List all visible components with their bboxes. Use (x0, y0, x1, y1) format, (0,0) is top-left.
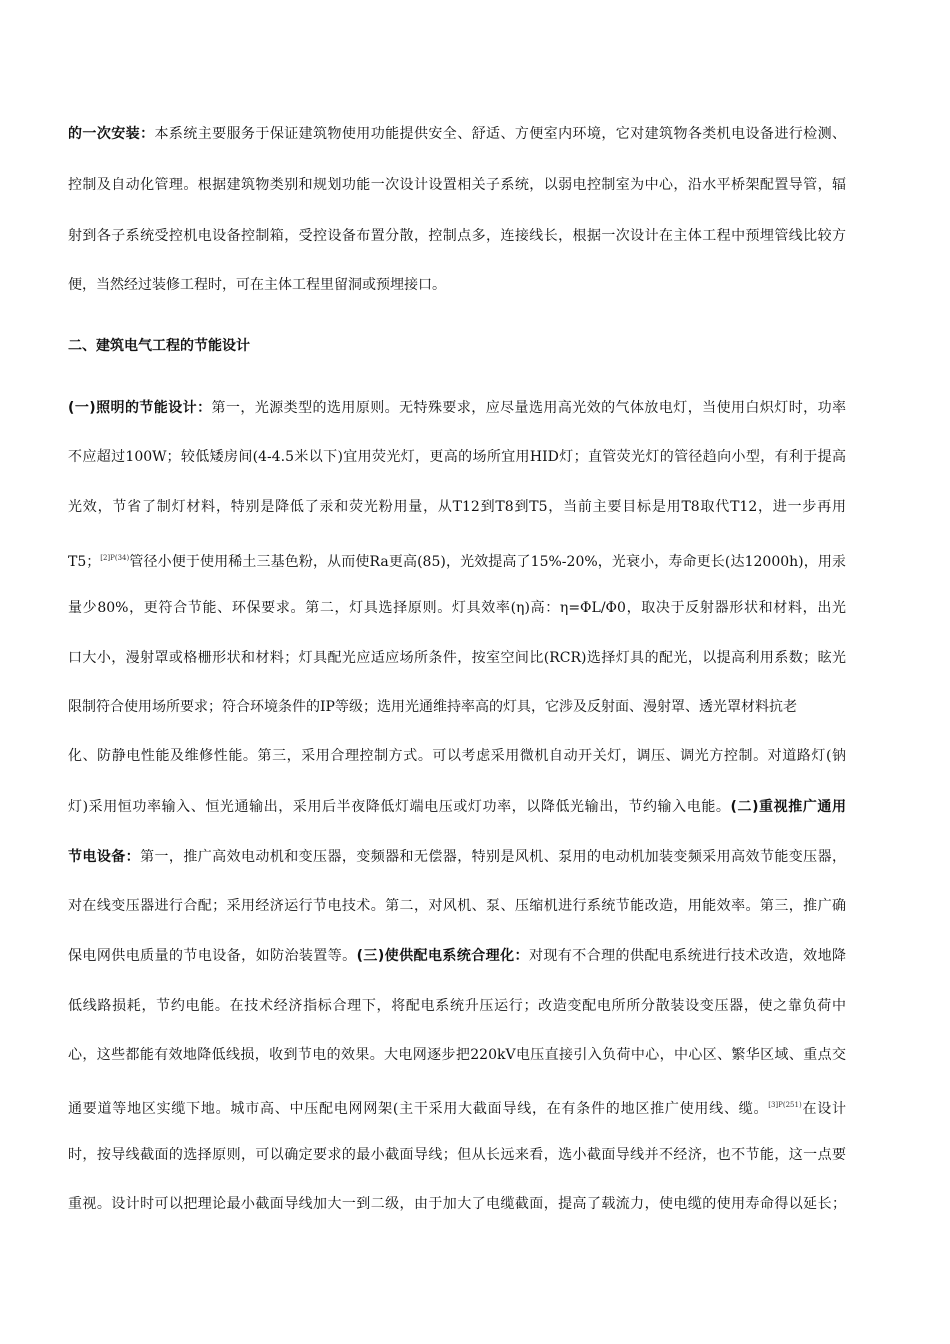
text-run: 限制符合使用场所要求；符合环境条件的IP等级；选用光通维持率高的灯具，它涉及反射面、漫射罩、透光罩材料抗老 (68, 699, 797, 715)
paragraph-2-line-2 (68, 447, 846, 467)
paragraph-2-line-17 (68, 1194, 846, 1214)
paragraph-2-line-13 (68, 996, 846, 1016)
paragraph-2-line-16 (68, 1145, 846, 1165)
paragraph-1-line-2 (68, 175, 846, 195)
text-run: 低线路损耗，节约电能。在技术经济指标合理下，将配电系统升压运行；改造变配电所所分散装设变压器，使之靠负荷中 (68, 998, 846, 1014)
text-run: 灯)采用恒功率输入、恒光通输出，采用后半夜降低灯端电压或灯功率，以降低光输出，节约输入电能。 (68, 799, 731, 815)
text-run: 第一，光源类型的选用原则。无特殊要求，应尽量选用高光效的气体放电灯，当使用白炽灯时，功率 (211, 400, 846, 416)
text-run: 重视。设计时可以把理论最小截面导线加大一到二级，由于加大了电缆截面，提高了载流力，使电缆的使用寿命得以延长； (68, 1196, 846, 1212)
subsection-lead-equipment-cont: 节电设备： (68, 849, 141, 865)
text-run: 在设计 (801, 1101, 846, 1117)
text-run: 便，当然经过装修工程时，可在主体工程里留洞或预埋接口。 (68, 277, 446, 293)
paragraph-2-line-12 (68, 946, 846, 966)
subsection-lead-lighting: (一)照明的节能设计： (68, 400, 212, 416)
paragraph-2-line-14 (68, 1045, 846, 1065)
text-run: 口大小，漫射罩或格栅形状和材料；灯具配光应适应场所条件，按室空间比(RCR)选择灯具的配光，以提高利用系数；眩光 (68, 650, 846, 666)
text-run: T5； (68, 554, 101, 570)
citation-ref: [3]P(251) (768, 1101, 802, 1109)
subsection-lead-distribution: (三)使供配电系统合理化： (356, 948, 529, 964)
text-run: 不应超过100W；较低矮房间(4-4.5米以下)宜用荧光灯，更高的场所宜用HID灯；直管荧光灯的管径趋向小型，有利于提高 (68, 449, 846, 465)
citation-ref: [2]P(34) (100, 554, 130, 562)
paragraph-1-line-4 (68, 275, 846, 295)
text-run: 心，这些都能有效地降低线损，收到节电的效果。大电网逐步把220kV电压直接引入负荷中心，中心区、繁华区域、重点交 (68, 1047, 846, 1063)
text-run: 对在线变压器进行合配；采用经济运行节电技术。第二，对风机、泵、压缩机进行系统节能改造，用能效率。第三，推广确 (68, 898, 846, 914)
text-run: 保电网供电质量的节电设备，如防治装置等。 (68, 948, 357, 964)
text-run: 射到各子系统受控机电设备控制箱，受控设备布置分散，控制点多，连接线长，根据一次设计在主体工程中预埋管线比较方 (68, 228, 846, 244)
paragraph-1-lead: 的一次安装： (68, 126, 155, 142)
text-run: 控制及自动化管理。根据建筑物类别和规划功能一次设计设置相关子系统，以弱电控制室为中心，沿水平桥架配置导管，辐 (68, 177, 846, 193)
text-run: 化、防静电性能及维修性能。第三，采用合理控制方式。可以考虑采用微机自动开关灯，调压、调光方控制。对道路灯(钠 (68, 748, 846, 764)
text-run: 量少80%，更符合节能、环保要求。第二，灯具选择原则。灯具效率(η)高：η=ΦL/Φ0，取决于反射器形状和材料，出光 (68, 600, 846, 616)
section-heading: 二、建筑电气工程的节能设计 (68, 338, 250, 354)
text-run: 光效，节省了制灯材料，特别是降低了汞和荧光粉用量，从T12到T8到T5，当前主要目标是用T8取代T12，进一步再用 (68, 499, 846, 515)
text-run: 管径小便于使用稀土三基色粉，从而使Ra更高(85)，光效提高了15%-20%，光衰小，寿命更长(达12000h)，用汞 (129, 554, 846, 570)
paragraph-2-line-11 (68, 896, 846, 916)
paragraph-2-line-4 (68, 548, 846, 572)
paragraph-2-line-9 (68, 797, 846, 817)
text-run: 对现有不合理的供配电系统进行技术改造，效地降 (528, 948, 846, 964)
paragraph-2-line-8 (68, 746, 846, 766)
paragraph-1-line-3 (68, 226, 846, 246)
subsection-lead-equipment: (二)重视推广通用 (730, 799, 846, 815)
paragraph-2-line-7 (68, 697, 846, 717)
paragraph-2-line-6 (68, 648, 846, 668)
text-run: 通要道等地区实缆下地。城市高、中压配电网网架(主干采用大截面导线，在有条件的地区推广使用线、缆。 (68, 1101, 769, 1117)
paragraph-2-line-3 (68, 497, 846, 517)
paragraph-2-line-1 (68, 398, 846, 418)
paragraph-1-line-1 (68, 124, 846, 144)
paragraph-2-line-10 (68, 847, 846, 867)
paragraph-2-line-15 (68, 1095, 846, 1119)
text-run: 第一，推广高效电动机和变压器，变频器和无偿器，特别是风机、泵用的电动机加装变频采用高效节能变压器， (140, 849, 846, 865)
text-run: 时，按导线截面的选择原则，可以确定要求的最小截面导线；但从长远来看，选小截面导线并不经济，也不节能，这一点要 (68, 1147, 846, 1163)
paragraph-2-line-5 (68, 598, 846, 618)
text-run: 本系统主要服务于保证建筑物使用功能提供安全、舒适、方便室内环境，它对建筑物各类机电设备进行检测、 (154, 126, 846, 142)
